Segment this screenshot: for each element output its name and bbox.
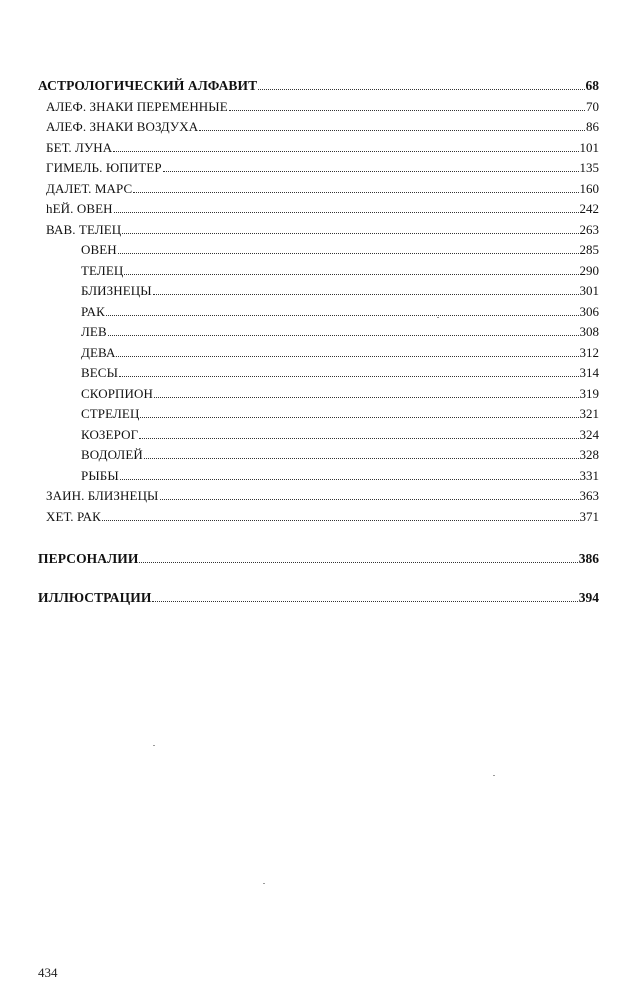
toc-entry-label: ЛЕВ <box>81 324 107 339</box>
dot-leader <box>199 130 585 131</box>
toc-entry-page: 324 <box>579 426 599 442</box>
toc-entry <box>38 363 599 384</box>
dot-leader <box>144 458 579 459</box>
toc-entry-page: 70 <box>586 98 599 114</box>
toc-entry-page: 86 <box>586 119 599 134</box>
toc-entry-page: 394 <box>578 589 599 605</box>
dot-leader <box>258 89 584 90</box>
dot-leader <box>153 294 579 295</box>
toc-entry-page: 68 <box>585 78 599 93</box>
toc-entry-label: БЛИЗНЕЦЫ <box>81 283 152 298</box>
toc-entry <box>38 425 599 446</box>
scan-speck <box>437 317 439 318</box>
page-number: 434 <box>38 965 58 980</box>
toc-entry-label: АСТРОЛОГИЧЕСКИЙ АЛФАВИТ <box>38 78 258 93</box>
toc-entry-page: 331 <box>579 467 599 483</box>
toc-entry <box>38 322 599 343</box>
toc-entry-label: ВЕСЫ <box>81 365 119 380</box>
dot-leader <box>120 479 579 480</box>
toc-entry-label: ХЕТ. РАК <box>46 508 101 524</box>
toc-entry-page: 314 <box>579 365 599 380</box>
toc-entry-label: СТРЕЛЕЦ <box>81 406 140 421</box>
toc-entry <box>38 302 599 323</box>
toc-entry-page: 290 <box>579 262 599 278</box>
toc-entry <box>38 220 599 241</box>
toc-entry <box>38 240 599 261</box>
toc-entry <box>38 117 599 138</box>
toc-entry-label: АЛЕФ. ЗНАКИ ВОЗДУХА <box>46 119 199 134</box>
toc-section <box>38 76 599 97</box>
scan-speck <box>263 883 265 884</box>
toc-entry-page: 285 <box>579 242 599 257</box>
toc-entry <box>38 199 599 220</box>
toc-entry <box>38 486 599 507</box>
toc-entry-page: 301 <box>579 283 599 298</box>
toc-entry-page: 306 <box>579 303 599 319</box>
dot-leader <box>152 601 577 602</box>
toc-entry-label: ДЕВА <box>81 344 116 360</box>
table-of-contents <box>38 76 599 608</box>
toc-entry-page: 312 <box>579 344 599 360</box>
toc-entry-label: БЕТ. ЛУНА <box>46 139 113 155</box>
toc-entry <box>38 466 599 487</box>
toc-entry <box>38 138 599 159</box>
toc-entry-label: ВАВ. ТЕЛЕЦ <box>46 221 122 237</box>
toc-entry <box>38 158 599 179</box>
toc-entry-label: hЕЙ. ОВЕН <box>46 201 113 216</box>
toc-entry-label: АЛЕФ. ЗНАКИ ПЕРЕМЕННЫЕ <box>46 98 228 114</box>
toc-entry-label: РАК <box>81 303 105 319</box>
toc-entry-label: ДАЛЕТ. МАРС <box>46 180 133 196</box>
toc-entry-label: ОВЕН <box>81 242 117 257</box>
dot-leader <box>124 274 578 275</box>
toc-section <box>38 549 599 570</box>
toc-entry-page: 371 <box>579 508 599 524</box>
toc-entry <box>38 179 599 200</box>
toc-entry-page: 319 <box>579 385 599 401</box>
toc-entry-page: 328 <box>579 447 599 462</box>
toc-entry-page: 386 <box>578 551 599 566</box>
toc-entry-page: 101 <box>579 139 599 155</box>
toc-entry-page: 135 <box>579 160 599 175</box>
toc-entry <box>38 97 599 118</box>
dot-leader <box>229 110 585 111</box>
toc-entry-label: ИЛЛЮСТРАЦИИ <box>38 589 152 605</box>
toc-entry-label: ЗАИН. БЛИЗНЕЦЫ <box>46 488 159 503</box>
dot-leader <box>163 171 579 172</box>
toc-entry <box>38 343 599 364</box>
scan-speck <box>493 775 495 776</box>
toc-entry-label: ВОДОЛЕЙ <box>81 447 143 462</box>
toc-entry-page: 242 <box>579 201 599 216</box>
toc-entry <box>38 404 599 425</box>
toc-entry <box>38 281 599 302</box>
toc-entry-page: 321 <box>579 406 599 421</box>
toc-entry-label: ГИМЕЛЬ. ЮПИТЕР <box>46 160 162 175</box>
toc-entry <box>38 507 599 528</box>
dot-leader <box>116 356 578 357</box>
toc-entry-page: 160 <box>579 180 599 196</box>
toc-entry <box>38 445 599 466</box>
dot-leader <box>122 233 578 234</box>
dot-leader <box>114 212 579 213</box>
toc-entry <box>38 384 599 405</box>
dot-leader <box>113 151 578 152</box>
dot-leader <box>133 192 578 193</box>
dot-leader <box>106 315 579 316</box>
toc-entry-label: ТЕЛЕЦ <box>81 262 124 278</box>
toc-entry-label: СКОРПИОН <box>81 385 153 401</box>
dot-leader <box>118 253 579 254</box>
dot-leader <box>154 397 579 398</box>
dot-leader <box>102 520 579 521</box>
toc-section <box>38 588 599 609</box>
dot-leader <box>140 417 578 418</box>
dot-leader <box>139 562 577 563</box>
toc-entry-label: КОЗЕРОГ <box>81 426 139 442</box>
toc-entry-label: РЫБЫ <box>81 467 119 483</box>
toc-entry <box>38 261 599 282</box>
dot-leader <box>139 438 578 439</box>
toc-entry-page: 263 <box>579 221 599 237</box>
toc-entry-page: 308 <box>579 324 599 339</box>
toc-entry-label: ПЕРСОНАЛИИ <box>38 551 139 566</box>
scan-speck <box>153 745 155 746</box>
dot-leader <box>160 499 579 500</box>
dot-leader <box>108 335 579 336</box>
dot-leader <box>119 376 578 377</box>
toc-entry-page: 363 <box>579 488 599 503</box>
